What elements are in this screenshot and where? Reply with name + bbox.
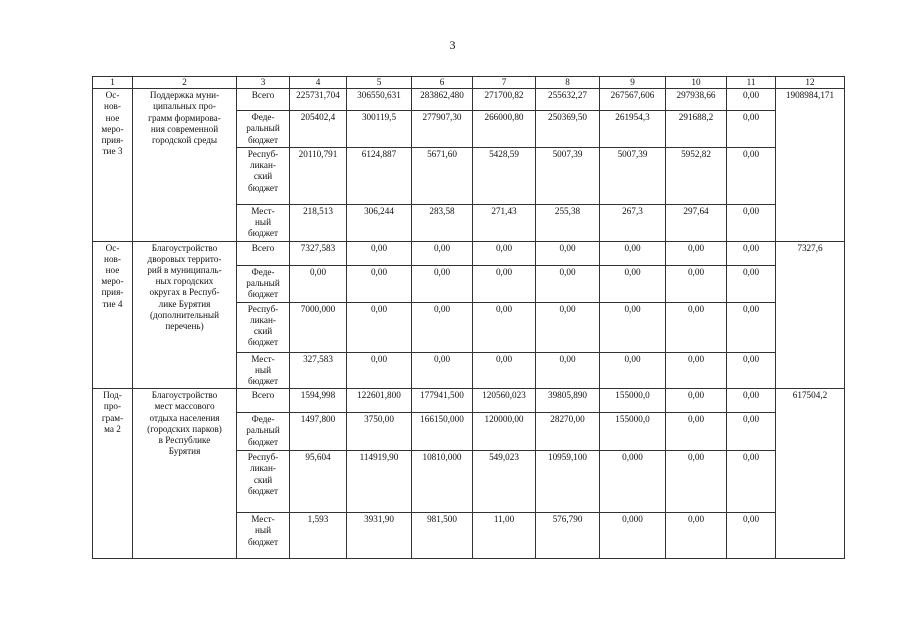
column-number: 10 <box>666 77 727 89</box>
funding-source: Феде- ральный бюджет <box>237 265 290 302</box>
funding-source: Мест- ный бюджет <box>237 352 290 389</box>
amount-cell: 0,00 <box>347 352 412 389</box>
amount-cell: 218,513 <box>290 204 347 241</box>
funding-source: Респуб- ликан- ский бюджет <box>237 147 290 204</box>
amount-cell: 261954,3 <box>600 111 666 148</box>
total-amount: 617504,2 <box>776 389 845 559</box>
funding-source: Феде- ральный бюджет <box>237 413 290 451</box>
amount-cell: 122601,800 <box>347 389 412 413</box>
amount-cell: 0,00 <box>666 302 727 352</box>
amount-cell: 5952,82 <box>666 147 727 204</box>
amount-cell: 0,00 <box>727 451 776 513</box>
amount-cell: 266000,80 <box>473 111 536 148</box>
amount-cell: 0,00 <box>412 241 473 265</box>
table-row <box>93 89 845 111</box>
amount-cell: 0,00 <box>727 241 776 265</box>
amount-cell: 297,64 <box>666 204 727 241</box>
funding-source: Всего <box>237 241 290 265</box>
column-number: 3 <box>237 77 290 89</box>
amount-cell: 39805,890 <box>536 389 600 413</box>
amount-cell: 0,00 <box>666 241 727 265</box>
event-label: Ос- нов- ное меро- прия- тие 3 <box>93 89 133 241</box>
amount-cell: 5671,60 <box>412 147 473 204</box>
amount-cell: 291688,2 <box>666 111 727 148</box>
amount-cell: 7327,583 <box>290 241 347 265</box>
amount-cell: 283,58 <box>412 204 473 241</box>
amount-cell: 0,00 <box>347 302 412 352</box>
amount-cell: 0,00 <box>536 241 600 265</box>
amount-cell: 0,00 <box>412 352 473 389</box>
column-number: 6 <box>412 77 473 89</box>
amount-cell: 267567,606 <box>600 89 666 111</box>
amount-cell: 0,00 <box>536 265 600 302</box>
funding-source: Всего <box>237 389 290 413</box>
amount-cell: 0,00 <box>536 302 600 352</box>
amount-cell: 549,023 <box>473 451 536 513</box>
amount-cell: 0,00 <box>290 265 347 302</box>
amount-cell: 0,00 <box>473 241 536 265</box>
table-row <box>93 241 845 265</box>
column-number: 2 <box>133 77 237 89</box>
table-body <box>93 77 845 559</box>
column-number: 12 <box>776 77 845 89</box>
amount-cell: 576,790 <box>536 513 600 559</box>
amount-cell: 0,00 <box>347 241 412 265</box>
amount-cell: 327,583 <box>290 352 347 389</box>
amount-cell: 0,00 <box>727 513 776 559</box>
column-number: 7 <box>473 77 536 89</box>
amount-cell: 11,00 <box>473 513 536 559</box>
amount-cell: 306,244 <box>347 204 412 241</box>
amount-cell: 0,000 <box>600 451 666 513</box>
amount-cell: 120560,023 <box>473 389 536 413</box>
amount-cell: 271700,82 <box>473 89 536 111</box>
amount-cell: 0,00 <box>727 302 776 352</box>
amount-cell: 0,00 <box>727 147 776 204</box>
amount-cell: 114919,90 <box>347 451 412 513</box>
event-name: Поддержка муни- ципальных про- грамм формирова- ния современной городской среды <box>133 89 237 241</box>
funding-source: Респуб- ликан- ский бюджет <box>237 302 290 352</box>
amount-cell: 3750,00 <box>347 413 412 451</box>
amount-cell: 0,000 <box>600 513 666 559</box>
amount-cell: 5428,59 <box>473 147 536 204</box>
amount-cell: 0,00 <box>666 389 727 413</box>
amount-cell: 166150,000 <box>412 413 473 451</box>
amount-cell: 177941,500 <box>412 389 473 413</box>
amount-cell: 0,00 <box>412 302 473 352</box>
amount-cell: 225731,704 <box>290 89 347 111</box>
amount-cell: 297938,66 <box>666 89 727 111</box>
total-amount: 7327,6 <box>776 241 845 389</box>
amount-cell: 250369,50 <box>536 111 600 148</box>
funding-source: Респуб- ликан- ский бюджет <box>237 451 290 513</box>
amount-cell: 271,43 <box>473 204 536 241</box>
amount-cell: 0,00 <box>666 265 727 302</box>
amount-cell: 255,38 <box>536 204 600 241</box>
amount-cell: 981,500 <box>412 513 473 559</box>
amount-cell: 0,00 <box>727 265 776 302</box>
column-number: 1 <box>93 77 133 89</box>
amount-cell: 155000,0 <box>600 389 666 413</box>
amount-cell: 10810,000 <box>412 451 473 513</box>
amount-cell: 277907,30 <box>412 111 473 148</box>
amount-cell: 0,00 <box>666 413 727 451</box>
amount-cell: 0,00 <box>666 451 727 513</box>
amount-cell: 0,00 <box>600 265 666 302</box>
amount-cell: 1594,998 <box>290 389 347 413</box>
amount-cell: 28270,00 <box>536 413 600 451</box>
funding-source: Мест- ный бюджет <box>237 204 290 241</box>
amount-cell: 5007,39 <box>536 147 600 204</box>
amount-cell: 283862,480 <box>412 89 473 111</box>
total-amount: 1908984,171 <box>776 89 845 241</box>
amount-cell: 0,00 <box>727 352 776 389</box>
amount-cell: 6124,887 <box>347 147 412 204</box>
amount-cell: 255632,27 <box>536 89 600 111</box>
amount-cell: 300119,5 <box>347 111 412 148</box>
amount-cell: 0,00 <box>727 389 776 413</box>
amount-cell: 205402,4 <box>290 111 347 148</box>
amount-cell: 0,00 <box>600 302 666 352</box>
event-label: Ос- нов- ное меро- прия- тие 4 <box>93 241 133 389</box>
amount-cell: 95,604 <box>290 451 347 513</box>
column-number: 5 <box>347 77 412 89</box>
amount-cell: 0,00 <box>536 352 600 389</box>
amount-cell: 0,00 <box>412 265 473 302</box>
funding-source: Феде- ральный бюджет <box>237 111 290 148</box>
amount-cell: 0,00 <box>666 513 727 559</box>
amount-cell: 3931,90 <box>347 513 412 559</box>
column-number-row <box>93 77 845 89</box>
amount-cell: 10959,100 <box>536 451 600 513</box>
amount-cell: 306550,631 <box>347 89 412 111</box>
amount-cell: 267,3 <box>600 204 666 241</box>
amount-cell: 0,00 <box>600 352 666 389</box>
amount-cell: 0,00 <box>473 265 536 302</box>
amount-cell: 0,00 <box>727 111 776 148</box>
amount-cell: 0,00 <box>727 89 776 111</box>
amount-cell: 0,00 <box>666 352 727 389</box>
column-number: 4 <box>290 77 347 89</box>
event-label: Под- про- грам- ма 2 <box>93 389 133 559</box>
amount-cell: 0,00 <box>727 413 776 451</box>
funding-source: Всего <box>237 89 290 111</box>
amount-cell: 0,00 <box>473 302 536 352</box>
amount-cell: 1497,800 <box>290 413 347 451</box>
column-number: 11 <box>727 77 776 89</box>
page-number: 3 <box>449 38 456 52</box>
budget-table <box>92 76 845 559</box>
amount-cell: 155000,0 <box>600 413 666 451</box>
amount-cell: 0,00 <box>727 204 776 241</box>
table-row <box>93 389 845 413</box>
amount-cell: 0,00 <box>600 241 666 265</box>
amount-cell: 7000,000 <box>290 302 347 352</box>
column-number: 9 <box>600 77 666 89</box>
event-name: Благоустройство дворовых террито- рий в муниципаль- ных городских округах в Респуб- лике Бурятия (дополнительный перечень) <box>133 241 237 389</box>
funding-source: Мест- ный бюджет <box>237 513 290 559</box>
amount-cell: 120000,00 <box>473 413 536 451</box>
amount-cell: 1,593 <box>290 513 347 559</box>
amount-cell: 0,00 <box>473 352 536 389</box>
amount-cell: 20110,791 <box>290 147 347 204</box>
column-number: 8 <box>536 77 600 89</box>
amount-cell: 0,00 <box>347 265 412 302</box>
amount-cell: 5007,39 <box>600 147 666 204</box>
event-name: Благоустройство мест массового отдыха населения (городских парков) в Республике Бурятия <box>133 389 237 559</box>
